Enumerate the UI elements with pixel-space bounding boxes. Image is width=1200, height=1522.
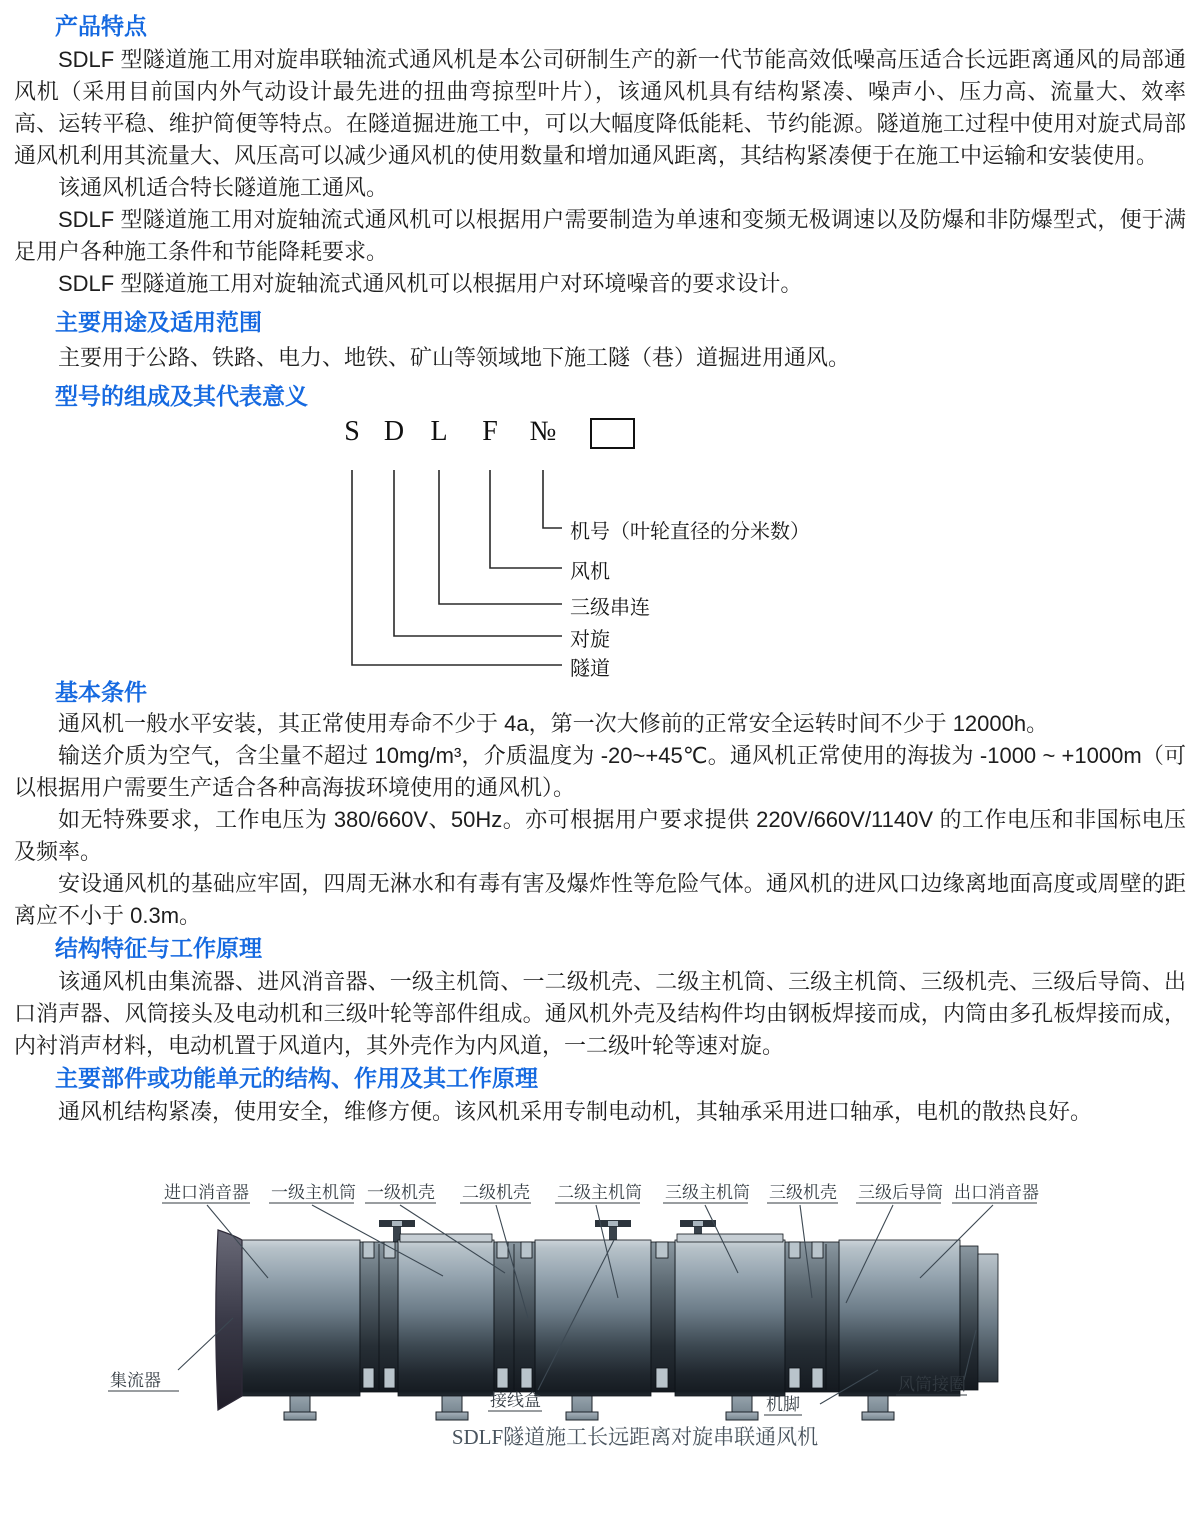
label-stage3-casing: 三级机壳 (769, 1183, 837, 1202)
paragraph: SDLF 型隧道施工用对旋串联轴流式通风机是本公司研制生产的新一代节能高效低噪高压适合长远距离通风的局部通风机（采用目前国内外气动设计最先进的扭曲弯掠型叶片），该通风机具有结构紧凑、噪声小、压力高、流量大、效率高、运转平稳、维护简便等特点。在隧道掘进施工中，可以大幅度降低能耗、节约能源。隧道施工过程中使用对旋式局部通风机利用其流量大、风压高可以减少通风机的使用数量和增加通风距离，其结构紧凑便于在施工中运输和安装使用。 (14, 47, 1186, 168)
paragraph: 主要用于公路、铁路、电力、地铁、矿山等领域地下施工隧（巷）道掘进用通风。 (58, 345, 851, 370)
label-machine-foot: 机脚 (766, 1395, 800, 1414)
label-stage2-main: 二级主机筒 (557, 1183, 642, 1202)
label-outlet-silencer: 出口消音器 (954, 1183, 1039, 1202)
outlet-silencer-section (839, 1240, 960, 1396)
model-meaning-three-stage: 三级串连 (570, 597, 650, 619)
model-meaning-fan: 风机 (570, 561, 610, 583)
document-content (0, 12, 1200, 410)
inlet-silencer-section (240, 1240, 360, 1396)
model-letter-l: L (430, 416, 448, 447)
label-stage2-casing: 二级机壳 (462, 1183, 530, 1202)
fan-body (240, 1234, 960, 1396)
stage2-main-section (535, 1240, 651, 1396)
label-stage3-guide: 三级后导筒 (858, 1183, 943, 1202)
model-meaning-counter-rotating: 对旋 (570, 629, 610, 651)
bell-mouth-inlet (216, 1230, 242, 1410)
paragraph: 该通风机由集流器、进风消音器、一级主机筒、一二级机壳、二级主机筒、三级主机筒、三级机壳、三级后导筒、出口消声器、风筒接头及电动机和三级叶轮等部件组成。通风机外壳及结构件均由钢板焊接而成，内筒由多孔板焊接而成，内衬消声材料，电动机置于风道内，其外壳作为内风道，一二级叶轮等速对旋。 (14, 969, 1186, 1058)
duct-ring-tube (978, 1254, 998, 1382)
stage3-main-section (675, 1240, 785, 1396)
fan-caption: SDLF隧道施工长远距离对旋串联通风机 (451, 1425, 819, 1449)
model-letter-d: D (383, 416, 405, 447)
paragraph: 通风机结构紧凑，使用安全，维修方便。该风机采用专制电动机，其轴承采用进口轴承，电机的散热良好。 (58, 1099, 1093, 1124)
paragraph: 输送介质为空气，含尘量不超过 10mg/m³，介质温度为 -20~+45℃。通风机正常使用的海拔为 -1000 ~ +1000m（可以根据用户需要生产适合各种高海拔环境使用的通风机）。 (14, 743, 1186, 800)
stage1-main-section (398, 1240, 494, 1396)
fan-top-labels (164, 1183, 1039, 1202)
label-inlet-silencer: 进口消音器 (164, 1183, 249, 1202)
stage3-top-strip (677, 1234, 783, 1242)
label-stage1-casing: 一级机壳 (367, 1183, 435, 1202)
document-content-2 (0, 678, 1200, 1128)
fan-drawing (0, 1128, 1200, 1478)
page-root (0, 12, 1200, 1522)
fan-diagram (0, 1128, 1200, 1478)
leader-line-f (490, 470, 562, 568)
paragraph: 安设通风机的基础应牢固，四周无淋水和有毒有害及爆炸性等危险气体。通风机的进风口边缘离地面高度或周壁的距离应不小于 0.3m。 (14, 871, 1186, 928)
model-meaning-number: 机号（叶轮直径的分米数） (570, 521, 810, 543)
label-stage1-main: 一级主机筒 (271, 1183, 356, 1202)
paragraph: 通风机一般水平安装，其正常使用寿命不少于 4a，第一次大修前的正常安全运转时间不少于 12000h。 (58, 711, 1049, 736)
label-junction-box: 接线盒 (490, 1391, 541, 1410)
model-letter-no: № (529, 416, 557, 447)
paragraph: 该通风机适合特长隧道施工通风。 (58, 175, 389, 200)
model-meaning-tunnel: 隧道 (570, 658, 610, 680)
end-flange (960, 1246, 978, 1390)
heading-product-features: 产品特点 (55, 13, 147, 39)
paragraph: SDLF 型隧道施工用对旋轴流式通风机可以根据用户对环境噪音的要求设计。 (58, 271, 803, 296)
label-collector: 集流器 (110, 1371, 161, 1390)
heading-model-composition: 型号的组成及其代表意义 (55, 383, 308, 409)
model-letter-s: S (344, 416, 360, 447)
label-stage3-main: 三级主机筒 (665, 1183, 750, 1202)
model-composition-diagram (0, 410, 1200, 678)
leader-line-no (543, 470, 562, 528)
heading-basic-conditions: 基本条件 (55, 679, 147, 705)
heading-main-uses: 主要用途及适用范围 (55, 309, 262, 335)
heading-structure-principle: 结构特征与工作原理 (55, 935, 262, 961)
model-letter-f: F (482, 416, 498, 447)
heading-main-components: 主要部件或功能单元的结构、作用及其工作原理 (55, 1065, 538, 1091)
leader-line-d (394, 470, 562, 636)
paragraph: SDLF 型隧道施工用对旋轴流式通风机可以根据用户需要制造为单速和变频无极调速以及防爆和非防爆型式，便于满足用户各种施工条件和节能降耗要求。 (14, 207, 1186, 264)
label-duct-ring: 风筒接圈 (898, 1375, 966, 1394)
paragraph: 如无特殊要求，工作电压为 380/660V、50Hz。亦可根据用户要求提供 220V/660V/1140V 的工作电压和非国标电压及频率。 (14, 807, 1186, 864)
